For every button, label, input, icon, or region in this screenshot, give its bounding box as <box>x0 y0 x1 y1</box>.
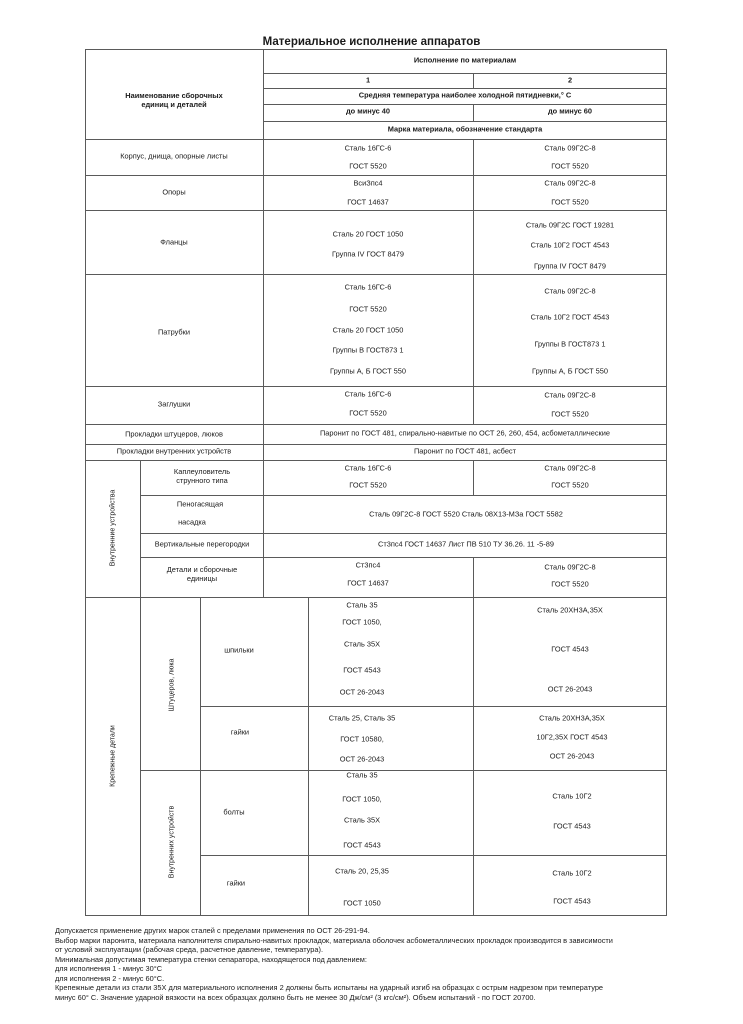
cell-value: Сталь 35 <box>346 770 378 780</box>
cell-value: ГОСТ 5520 <box>349 480 387 490</box>
group-label-nozzles: Штуцеров, люка <box>168 658 176 712</box>
column-number-1: 1 <box>365 75 371 85</box>
note-line: Крепежные детали из стали 35Х для материального исполнения 2 должны быть испытаны на ударный изгиб на образцах с острым надрезом при температуре <box>55 983 604 992</box>
cell-value: Группы А, Б ГОСТ 550 <box>532 366 608 376</box>
cell-value: Сталь 10Г2 ГОСТ 4543 <box>530 312 610 322</box>
cell-value: Сталь 09Г2С-8 <box>544 143 596 153</box>
cell-value: ГОСТ 14637 <box>347 197 389 207</box>
cell-value: Сталь 10Г2 ГОСТ 4543 <box>530 240 610 250</box>
cell-value: ГОСТ 1050, <box>342 617 382 627</box>
cell-value: Сталь 09Г2С-8 <box>544 178 596 188</box>
cell-value: ГОСТ 5520 <box>349 408 387 418</box>
row-name: гайки <box>226 878 246 888</box>
cell-value: Сталь 10Г2 <box>552 868 592 878</box>
cell-value: Сталь 09Г2С-8 <box>544 390 596 400</box>
cell-value: Группы В ГОСТ873 1 <box>332 345 404 355</box>
group-label-fasteners: Крепежные детали <box>109 725 117 787</box>
cell-value: Группа IV ГОСТ 8479 <box>534 261 606 271</box>
cell-value: Сталь 09Г2С-8 <box>544 463 596 473</box>
cell-value: ГОСТ 10580, <box>340 734 384 744</box>
row-name: Пеногасящая <box>176 499 224 509</box>
cell-value: Сталь 16ГС-6 <box>344 389 392 399</box>
cell-value: ГОСТ 4543 <box>551 644 589 654</box>
group-label-internal-devices: Внутренних устройств <box>168 805 176 879</box>
cell-value: 10Г2,35Х ГОСТ 4543 <box>536 732 608 742</box>
cell-value: ГОСТ 4543 <box>343 665 381 675</box>
column-header-execution: Исполнение по материалам <box>413 55 517 65</box>
cell-value: Паронит по ГОСТ 481, асбест <box>413 446 517 456</box>
cell-value: Сталь 16ГС-6 <box>344 143 392 153</box>
avg-temp-header: Средняя температура наиболее холодной пятидневки,° С <box>358 90 572 100</box>
cell-value: Сталь 20, 25,35 <box>335 866 389 876</box>
cell-value: Сталь 20 ГОСТ 1050 <box>332 229 404 239</box>
row-name: Опоры <box>162 187 186 197</box>
row-name: Каплеуловитель струнного типа <box>173 467 231 485</box>
row-name: гайки <box>230 727 250 737</box>
cell-value: Сталь 35Х <box>343 639 381 649</box>
cell-value: Группы А, Б ГОСТ 550 <box>330 366 406 376</box>
cell-value: ГОСТ 5520 <box>551 579 589 589</box>
cell-value: ГОСТ 4543 <box>553 821 591 831</box>
row-name: Заглушки <box>157 399 191 409</box>
cell-value: ГОСТ 5520 <box>551 197 589 207</box>
cell-value: Сталь 20ХН3А,35Х <box>539 713 605 723</box>
page-title: Материальное исполнение аппаратов <box>262 36 481 48</box>
cell-value: Группы В ГОСТ873 1 <box>534 339 606 349</box>
footnotes <box>55 926 735 1002</box>
cell-value: Сталь 09Г2С-8 <box>544 286 596 296</box>
row-name: Фланцы <box>160 237 188 247</box>
row-name: Прокладки внутренних устройств <box>116 446 232 456</box>
cell-value: Сталь 16ГС-6 <box>344 282 392 292</box>
row-name: Детали и сборочные единицы <box>166 565 238 583</box>
row-name: Корпус, днища, опорные листы <box>120 151 228 161</box>
cell-value: Сталь 09Г2С ГОСТ 19281 <box>525 220 615 230</box>
note-line: от условий эксплуатации (рабочая среда, расчетное давление, температура). <box>55 945 324 954</box>
column-header-name: Наименование сборочных единиц и деталей <box>125 91 223 109</box>
row-name: Вертикальные перегородки <box>154 539 250 549</box>
cell-value: ОСТ 26-2043 <box>339 687 385 697</box>
cell-value: ГОСТ 5520 <box>551 409 589 419</box>
cell-value: Сталь 35Х <box>343 815 381 825</box>
cell-value: Ст3пс4 ГОСТ 14637 Лист ПВ 510 ТУ 36.26. 11 -5-89 <box>378 539 554 549</box>
cell-value: ГОСТ 5520 <box>349 161 387 171</box>
cell-value: ОСТ 26-2043 <box>339 754 385 764</box>
row-name: насадка <box>178 517 206 527</box>
note-line: Выбор марки паронита, материала наполнителя спирально-навитых прокладок, материала оболочек асбометаллических прокладок производится в зависимости <box>55 935 613 945</box>
row-name: Прокладки штуцеров, люков <box>125 429 223 439</box>
cell-value: ГОСТ 4543 <box>343 840 381 850</box>
row-name: шпильки <box>224 645 254 655</box>
cell-value: Сталь 16ГС-6 <box>344 463 392 473</box>
note-line: для исполнения 1 - минус 30°С <box>55 964 163 973</box>
column-number-2: 2 <box>567 75 573 85</box>
cell-value: ГОСТ 5520 <box>349 304 387 314</box>
cell-value: Группа IV ГОСТ 8479 <box>332 249 404 259</box>
row-name: Патрубки <box>157 327 191 337</box>
cell-value: Сталь 09Г2С-8 <box>544 562 596 572</box>
row-name: болты <box>223 807 245 817</box>
cell-value: ГОСТ 1050, <box>342 794 382 804</box>
cell-value: ГОСТ 4543 <box>553 896 591 906</box>
cell-value: Сталь 25, Сталь 35 <box>328 713 396 723</box>
cell-value: Сталь 20 ГОСТ 1050 <box>332 325 404 335</box>
cell-value: Сталь 09Г2С-8 ГОСТ 5520 Сталь 08Х13-МЗа ГОСТ 5582 <box>369 509 563 519</box>
cell-value: ОСТ 26-2043 <box>547 684 593 694</box>
cell-value: ГОСТ 5520 <box>551 161 589 171</box>
cell-value: Ст3пс4 <box>355 560 381 570</box>
note-line: для исполнения 2 - минус 60°С. <box>55 973 165 983</box>
cell-value: ГОСТ 5520 <box>551 480 589 490</box>
note-line: Допускается применение других марок сталей с пределами применения по ОСТ 26-291-94. <box>55 926 370 935</box>
cell-value: Паронит по ГОСТ 481, спирально-навитые по ОСТ 26, 260, 454, асбометаллические <box>319 428 611 438</box>
col1-temp: до минус 40 <box>345 106 391 116</box>
cell-value: Сталь 20ХН3А,35Х <box>537 605 603 615</box>
grade-standard-header: Марка материала, обозначение стандарта <box>387 124 543 134</box>
cell-value: ВсиЗпс4 <box>353 178 383 188</box>
col2-temp: до минус 60 <box>547 106 593 116</box>
group-label-internal: Внутренние устройства <box>109 489 117 567</box>
note-line: минус 60° С. Значение ударной вязкости на всех образцах должно быть не менее 30 Дж/см² (3 кгс/см²). Объем испытаний - по ГОСТ 20700. <box>55 992 536 1002</box>
cell-value: Сталь 10Г2 <box>552 791 592 801</box>
note-line: Минимальная допустимая температура стенки сепаратора, находящегося под давлением: <box>55 954 367 964</box>
cell-value: ГОСТ 1050 <box>343 898 381 908</box>
cell-value: Сталь 35 <box>346 600 378 610</box>
cell-value: ОСТ 26-2043 <box>549 751 595 761</box>
cell-value: ГОСТ 14637 <box>347 578 389 588</box>
